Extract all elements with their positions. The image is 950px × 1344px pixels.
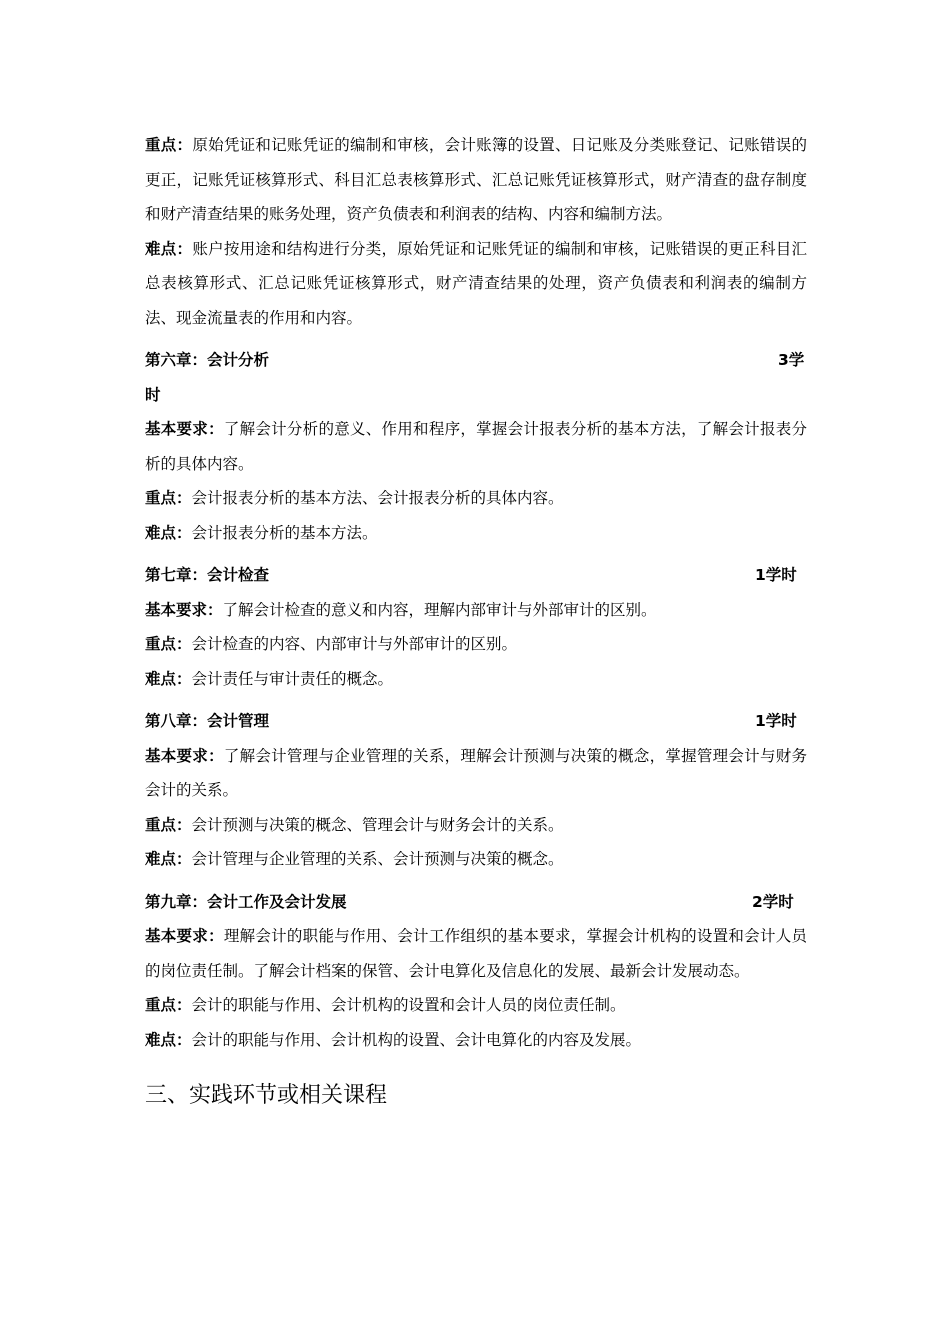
key-text: 会计报表分析的基本方法、会计报表分析的具体内容。 bbox=[191, 489, 564, 507]
chapter-6-heading bbox=[145, 343, 807, 378]
ch8-difficult-points bbox=[145, 842, 807, 877]
section-3-title: 三、实践环节或相关课程 bbox=[145, 1083, 388, 1108]
key-text: 原始凭证和记账凭证的编制和审核，会计账簿的设置、日记账及分类账登记、记账错误的更正，记账凭证核算形式、科目汇总表核算形式、汇总记账凭证核算形式，财产清查的盘存制度和财产清查结果的账务处理，资产负债表和利润表的结构、内容和编制方法。 bbox=[145, 136, 807, 223]
ch6-difficult-points bbox=[145, 516, 807, 551]
ch7-difficult-points bbox=[145, 662, 807, 697]
hard-label: 难点： bbox=[145, 669, 192, 688]
chapter-hours: 1学时 bbox=[755, 712, 797, 730]
hard-label: 难点： bbox=[145, 523, 192, 542]
basic-text: 理解会计的职能与作用、会计工作组织的基本要求，掌握会计机构的设置和会计人员的岗位责任制。了解会计档案的保管、会计电算化及信息化的发展、最新会计发展动态。 bbox=[145, 927, 807, 980]
key-text: 会计预测与决策的概念、管理会计与财务会计的关系。 bbox=[191, 815, 564, 834]
key-label: 重点： bbox=[145, 815, 192, 834]
hard-text: 会计管理与企业管理的关系、会计预测与决策的概念。 bbox=[191, 850, 564, 868]
ch5-difficult-points bbox=[145, 232, 807, 336]
ch5-key-points bbox=[145, 128, 807, 232]
ch9-difficult-points bbox=[145, 1023, 807, 1058]
chapter-hours: 2学时 bbox=[752, 892, 794, 911]
ch8-basic-requirements bbox=[145, 739, 807, 808]
hard-text: 会计报表分析的基本方法。 bbox=[191, 523, 378, 542]
chapter-6-hours-wrap: 时 bbox=[145, 385, 161, 404]
hard-label: 难点： bbox=[145, 1030, 192, 1049]
hard-text: 会计的职能与作用、会计机构的设置、会计电算化的内容及发展。 bbox=[191, 1030, 642, 1049]
chapter-title: 第八章：会计管理 bbox=[145, 712, 270, 730]
document-page bbox=[145, 128, 807, 1113]
key-label: 重点： bbox=[145, 996, 192, 1014]
chapter-8-heading bbox=[145, 704, 807, 739]
basic-label: 基本要求： bbox=[145, 746, 224, 765]
ch6-basic-requirements bbox=[145, 412, 807, 481]
hard-text: 会计责任与审计责任的概念。 bbox=[191, 669, 394, 688]
key-label: 重点： bbox=[145, 635, 192, 653]
chapter-hours: 1学时 bbox=[755, 566, 797, 584]
hard-label: 难点： bbox=[145, 239, 193, 258]
chapter-title: 第九章：会计工作及会计发展 bbox=[145, 892, 347, 911]
key-text: 会计的职能与作用、会计机构的设置和会计人员的岗位责任制。 bbox=[191, 996, 626, 1014]
chapter-title: 第七章：会计检查 bbox=[145, 566, 270, 584]
ch9-basic-requirements bbox=[145, 919, 807, 988]
basic-label: 基本要求： bbox=[145, 927, 224, 945]
hard-label: 难点： bbox=[145, 850, 192, 868]
ch6-key-points bbox=[145, 481, 807, 516]
chapter-hours: 3学 bbox=[778, 351, 805, 369]
ch8-key-points bbox=[145, 808, 807, 843]
basic-text: 了解会计管理与企业管理的关系，理解会计预测与决策的概念，掌握管理会计与财务会计的关系。 bbox=[145, 746, 807, 799]
basic-label: 基本要求： bbox=[145, 420, 224, 438]
key-text: 会计检查的内容、内部审计与外部审计的区别。 bbox=[191, 635, 518, 653]
basic-label: 基本要求： bbox=[145, 600, 223, 619]
chapter-9-heading bbox=[145, 885, 807, 920]
basic-text: 了解会计分析的意义、作用和程序，掌握会计报表分析的基本方法，了解会计报表分析的具体内容。 bbox=[145, 420, 807, 473]
key-label: 重点： bbox=[145, 136, 193, 154]
chapter-title: 第六章：会计分析 bbox=[145, 351, 270, 369]
hard-text: 账户按用途和结构进行分类，原始凭证和记账凭证的编制和审核，记账错误的更正科目汇总表核算形式、汇总记账凭证核算形式，财产清查结果的处理，资产负债表和利润表的编制方法、现金流量表的作用和内容。 bbox=[145, 239, 807, 327]
ch7-basic-requirements bbox=[145, 593, 807, 628]
ch7-key-points bbox=[145, 627, 807, 662]
chapter-7-heading bbox=[145, 558, 807, 593]
basic-text: 了解会计检查的意义和内容，理解内部审计与外部审计的区别。 bbox=[222, 600, 657, 619]
ch9-key-points bbox=[145, 988, 807, 1023]
key-label: 重点： bbox=[145, 489, 192, 507]
